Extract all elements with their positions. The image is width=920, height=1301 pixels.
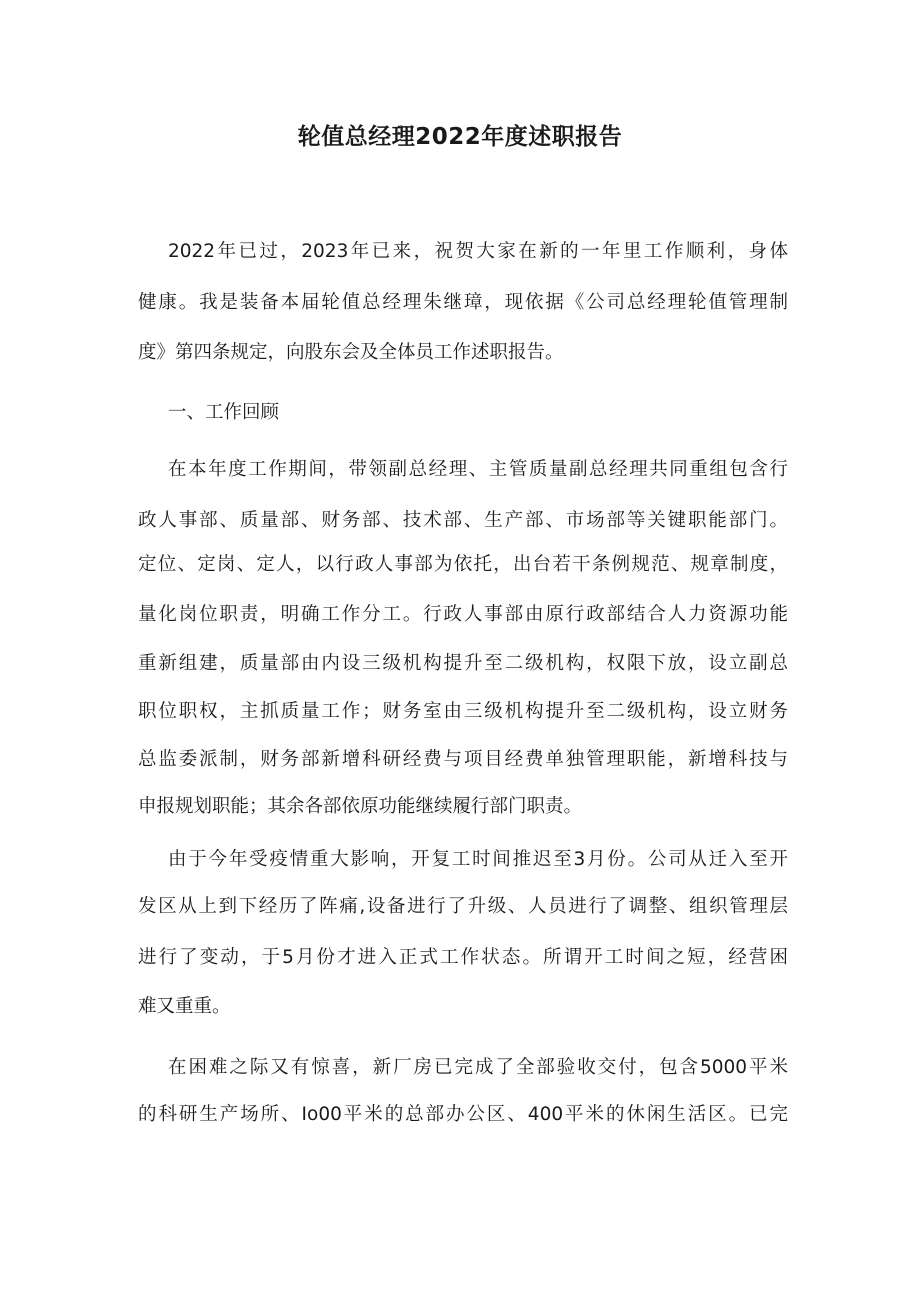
paragraph-line: 在困难之际又有惊喜，新厂房已完成了全部验收交付，包含5000平米 xyxy=(168,1057,788,1078)
paragraph-line: 度》第四条规定，向股东会及全体员工作述职报告。 xyxy=(138,342,564,363)
paragraph-line: 由于今年受疫情重大影响，开复工时间推迟至3月份。公司从迁入至开 xyxy=(168,849,788,870)
paragraph-line: 发区从上到下经历了阵痛,设备进行了升级、人员进行了调整、组织管理层 xyxy=(138,896,788,917)
paragraph-line: 政人事部、质量部、财务部、技术部、生产部、市场部等关键职能部门。 xyxy=(138,510,788,531)
paragraph-line: 重新组建，质量部由内设三级机构提升至二级机构，权限下放，设立副总 xyxy=(138,653,788,674)
paragraph-line: 难又重重。 xyxy=(138,996,231,1017)
paragraph-line: 进行了变动，于5月份才进入正式工作状态。所谓开工时间之短，经营困 xyxy=(138,947,788,968)
paragraph-line: 职位职权，主抓质量工作；财务室由三级机构提升至二级机构，设立财务 xyxy=(138,701,788,722)
document-title: 轮值总经理2022年度述职报告 xyxy=(297,124,623,150)
paragraph-line: 在本年度工作期间，带领副总经理、主管质量副总经理共同重组包含行 xyxy=(168,459,788,480)
paragraph-line: 定位、定岗、定人，以行政人事部为依托，出台若干条例规范、规章制度， xyxy=(138,554,788,575)
paragraph-line: 申报规划职能；其余各部依原功能继续履行部门职责。 xyxy=(138,796,583,817)
paragraph-line: 的科研生产场所、Io00平米的总部办公区、400平米的休闲生活区。已完 xyxy=(138,1104,788,1125)
paragraph-line: 总监委派制，财务部新增科研经费与项目经费单独管理职能，新增科技与 xyxy=(138,749,788,770)
paragraph-line: 2022年已过，2023年已来，祝贺大家在新的一年里工作顺利，身体 xyxy=(168,241,788,262)
paragraph-line: 健康。我是装备本届轮值总经理朱继璋，现依据《公司总经理轮值管理制 xyxy=(138,292,788,313)
paragraph-line: 量化岗位职责，明确工作分工。行政人事部由原行政部结合人力资源功能 xyxy=(138,604,788,625)
section-heading: 一、工作回顾 xyxy=(168,402,280,423)
